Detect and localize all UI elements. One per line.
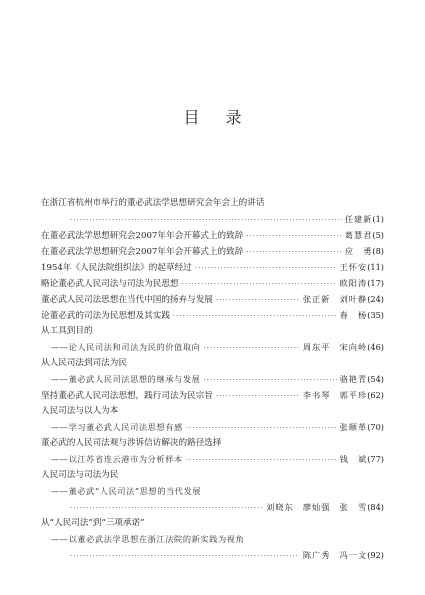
- entry-title: 董必武人民司法思想在当代中国的扬弃与发展: [41, 295, 213, 305]
- entry-page: (70): [367, 422, 384, 432]
- entry-author: 周东平 宋向岭: [302, 342, 368, 352]
- leader-dots: [246, 244, 341, 260]
- toc-entry[interactable]: [41, 547, 384, 563]
- entry-page: (24): [367, 294, 384, 304]
- entry-title: 在董必武法学思想研究会2007年年会开幕式上的致辞: [41, 231, 244, 241]
- page-title: [0, 105, 425, 128]
- table-of-contents: [41, 195, 384, 563]
- toc-entry[interactable]: [41, 211, 384, 227]
- entry-page: (1): [372, 214, 384, 224]
- leader-dots: [195, 260, 337, 276]
- entry-subtitle: ——董必武人民司法思想的继承与发展: [51, 374, 201, 384]
- entry-page: (77): [367, 454, 384, 464]
- toc-entry[interactable]: [41, 227, 384, 243]
- toc-entry[interactable]: [41, 259, 384, 275]
- entry-title: 人民司法与司法为民: [41, 470, 119, 480]
- leader-dots: [182, 276, 337, 292]
- entry-title: 人民司法与以人为本: [41, 406, 119, 416]
- entry-author: 骆艳青: [339, 374, 368, 384]
- entry-page: (11): [367, 262, 384, 272]
- leader-dots: [70, 212, 342, 228]
- entry-author: 张顺革: [339, 422, 368, 432]
- toc-entry[interactable]: [41, 467, 384, 483]
- leader-dots: [203, 372, 336, 388]
- entry-page: (84): [367, 502, 384, 512]
- entry-page: (54): [367, 374, 384, 384]
- toc-entry[interactable]: [41, 339, 384, 355]
- entry-subtitle: ——以江苏省连云港市为分析样本: [51, 454, 183, 464]
- entry-subtitle: ——以董必武法学思想在浙江法院的新实践为视角: [51, 534, 245, 544]
- toc-entry[interactable]: [41, 371, 384, 387]
- entry-author: 李书琴 郭平珍: [302, 390, 368, 400]
- toc-entry[interactable]: [41, 531, 384, 547]
- entry-title: 从人民司法到司法为民: [41, 358, 127, 368]
- leader-dots: [173, 308, 337, 324]
- entry-author: 陈广秀 冯一文: [302, 550, 368, 560]
- leader-dots: [186, 452, 337, 468]
- entry-author: 欧阳涛: [339, 278, 368, 288]
- toc-entry[interactable]: [41, 275, 384, 291]
- toc-entry[interactable]: [41, 419, 384, 435]
- entry-title: 在董必武法学思想研究会2007年年会开幕式上的致辞: [41, 247, 244, 257]
- toc-entry[interactable]: [41, 323, 384, 339]
- toc-entry[interactable]: [41, 483, 384, 499]
- entry-author: 张正新 刘叶静: [302, 294, 368, 304]
- entry-author: 任建新: [344, 214, 373, 224]
- leader-dots: [70, 548, 300, 564]
- entry-title: 从工具到目的: [41, 326, 93, 336]
- toc-entry[interactable]: [41, 195, 384, 211]
- entry-subtitle: ——董必武“人民司法”思想的当代发展: [51, 486, 202, 496]
- entry-title: 坚持董必武人民司法思想，践行司法为民宗旨: [41, 391, 213, 401]
- toc-entry[interactable]: [41, 403, 384, 419]
- leader-dots: [186, 420, 337, 436]
- toc-entry[interactable]: [41, 387, 384, 403]
- toc-entry[interactable]: [41, 435, 384, 451]
- toc-entry[interactable]: [41, 515, 384, 531]
- entry-title: 在浙江省杭州市举行的董必武法学思想研究会年会上的讲话: [41, 198, 265, 208]
- toc-entry[interactable]: [41, 307, 384, 323]
- entry-author: 刘晓东 廖灿强 张 雪: [266, 502, 368, 512]
- entry-author: 王怀安: [339, 262, 368, 272]
- entry-subtitle: ——学习董必武人民司法思想有感: [51, 422, 183, 432]
- toc-entry[interactable]: [41, 499, 384, 515]
- entry-subtitle: ——论人民司法和司法为民的价值取向: [51, 342, 201, 352]
- entry-page: (8): [372, 246, 384, 256]
- leader-dots: [70, 500, 263, 516]
- entry-page: (62): [367, 390, 384, 400]
- entry-author: 春 杨: [339, 310, 368, 320]
- entry-author: 应 勇: [344, 246, 373, 256]
- entry-page: (17): [367, 278, 384, 288]
- leader-dots: [203, 340, 299, 356]
- title-char-2: 录: [225, 108, 242, 127]
- leader-dots: [216, 292, 300, 308]
- entry-title: 略论董必武人民司法与司法为民思想: [41, 279, 179, 289]
- entry-author: 葛慧君: [344, 230, 373, 240]
- title-char-1: 目: [183, 108, 200, 127]
- toc-entry[interactable]: [41, 291, 384, 307]
- entry-page: (46): [367, 342, 384, 352]
- toc-entry[interactable]: [41, 243, 384, 259]
- toc-entry[interactable]: [41, 355, 384, 371]
- entry-page: (5): [372, 230, 384, 240]
- entry-title: 从“人民司法”到“三项承诺”: [41, 518, 145, 528]
- entry-title: 论董必武的司法为民思想及其实践: [41, 311, 170, 321]
- leader-dots: [246, 228, 341, 244]
- entry-title: 1954年《人民法院组织法》的起草经过: [41, 263, 192, 273]
- entry-title: 董必武的人民司法观与涉诉信访解决的路径选择: [41, 438, 222, 448]
- leader-dots: [216, 388, 300, 404]
- toc-entry[interactable]: [41, 451, 384, 467]
- entry-author: 钱 斌: [339, 454, 368, 464]
- entry-page: (35): [367, 310, 384, 320]
- entry-page: (92): [367, 550, 384, 560]
